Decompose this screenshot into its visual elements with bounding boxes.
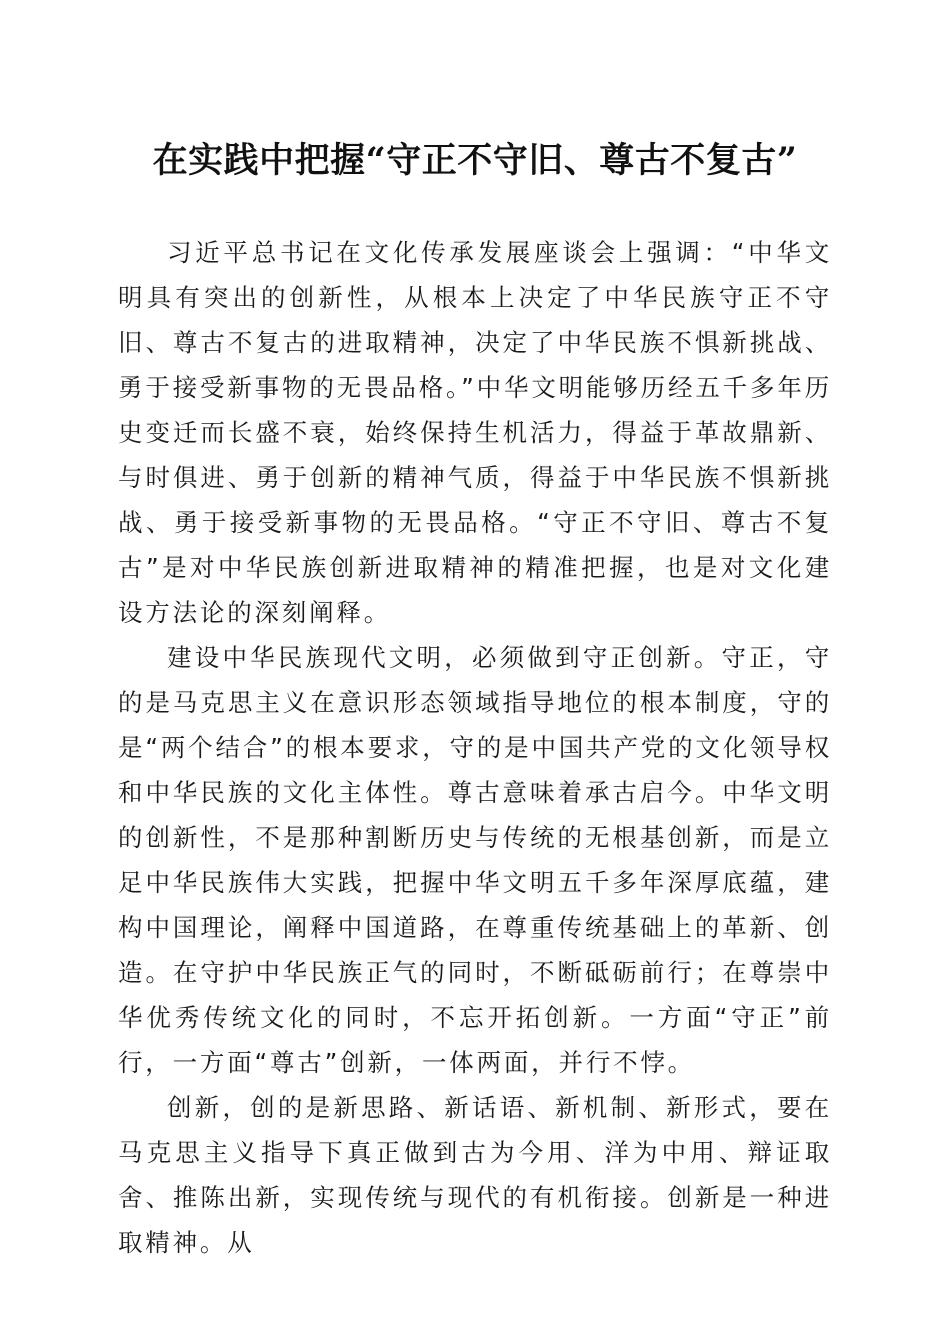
paragraph-2: 建设中华民族现代文明，必须做到守正创新。守正，守的是马克思主义在意识形态领域指导地位的根本制度，守的是“两个结合”的根本要求，守的是中国共产党的文化领导权和中华民族的文化主体性。尊古意味着承古启今。中华文明的创新性，不是那种割断历史与传统的无根基创新，而是立足中华民族伟大实践，把握中华文明五千多年深厚底蕴，建构中国理论，阐释中国道路，在尊重传统基础上的革新、创造。在守护中华民族正气的同时，不断砥砺前行；在尊崇中华优秀传统文化的同时，不忘开拓创新。一方面“守正”前行，一方面“尊古”创新，一体两面，并行不悖。 <box>118 643 832 1077</box>
document-title: 在实践中把握“守正不守旧、尊古不复古” <box>152 140 798 181</box>
document-body <box>118 230 832 1265</box>
paragraph-1: 习近平总书记在文化传承发展座谈会上强调：“中华文明具有突出的创新性，从根本上决定了中华民族守正不守旧、尊古不复古的进取精神，决定了中华民族不惧新挑战、勇于接受新事物的无畏品格。”中华文明能够历经五千多年历史变迁而长盛不衰，始终保持生机活力，得益于革故鼎新、与时俱进、勇于创新的精神气质，得益于中华民族不惧新挑战、勇于接受新事物的无畏品格。“守正不守旧、尊古不复古”是对中华民族创新进取精神的精准把握，也是对文化建设方法论的深刻阐释。 <box>118 238 832 627</box>
paragraph-3: 创新，创的是新思路、新话语、新机制、新形式，要在马克思主义指导下真正做到古为今用、洋为中用、辩证取舍、推陈出新，实现传统与现代的有机衔接。创新是一种进取精神。从 <box>118 1093 832 1257</box>
